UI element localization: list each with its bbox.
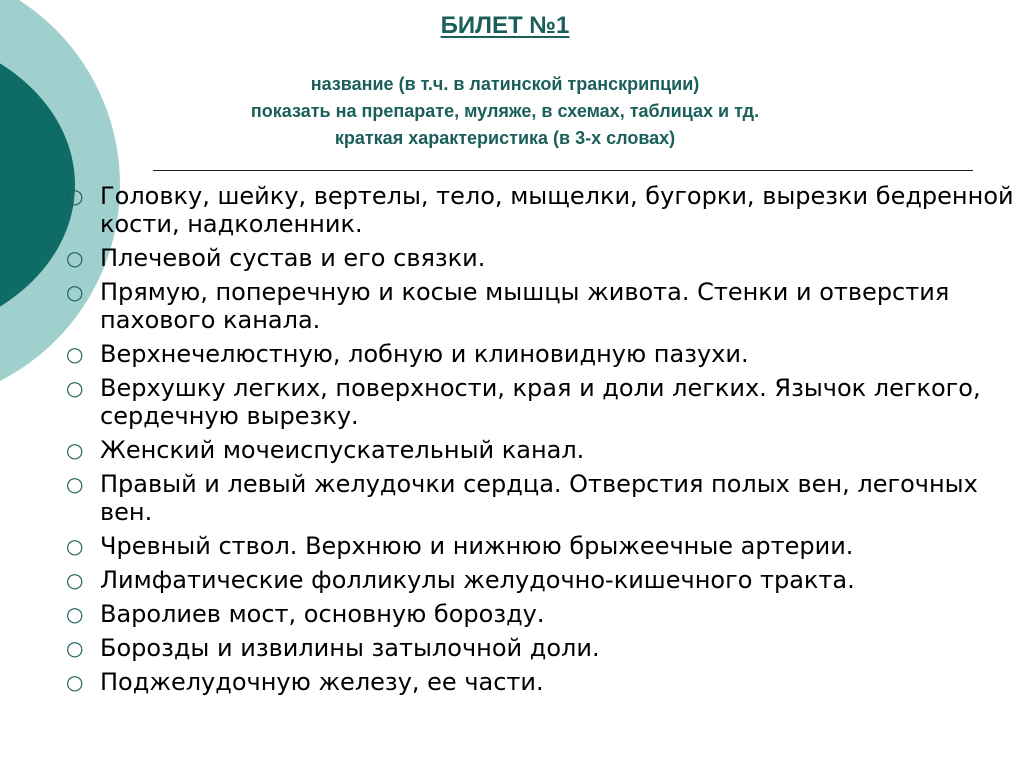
list-item: [60, 340, 1015, 368]
list-item-text: Прямую, поперечную и косые мышцы живота. Стенки и отверстия пахового канала.: [100, 278, 950, 334]
list-item-text: Верхнечелюстную, лобную и клиновидную пазухи.: [100, 340, 749, 368]
circle-bullet-icon: ○: [66, 280, 84, 304]
circle-bullet-icon: ○: [66, 472, 84, 496]
list-item-text: Верхушку легких, поверхности, края и доли легких. Язычок легкого, сердечную вырезку.: [100, 374, 981, 430]
list-item: [60, 244, 1015, 272]
list-item-text: Поджелудочную железу, ее части.: [100, 668, 544, 696]
list-item: [60, 182, 1015, 238]
list-item: [60, 374, 1015, 430]
circle-bullet-icon: ○: [66, 438, 84, 462]
circle-bullet-icon: ○: [66, 636, 84, 660]
list-item: [60, 668, 1015, 696]
circle-bullet-icon: ○: [66, 246, 84, 270]
circle-bullet-icon: ○: [66, 342, 84, 366]
slide-title: [0, 12, 1010, 40]
list-item-text: Женский мочеиспускательный канал.: [100, 436, 585, 464]
circle-bullet-icon: ○: [66, 534, 84, 558]
list-item-text: Чревный ствол. Верхнюю и нижнюю брыжеечные артерии.: [100, 532, 854, 560]
horizontal-divider: [153, 170, 973, 171]
list-item: [60, 566, 1015, 594]
circle-bullet-icon: ○: [66, 376, 84, 400]
list-item: [60, 532, 1015, 560]
circle-bullet-icon: ○: [66, 184, 84, 208]
circle-bullet-icon: ○: [66, 602, 84, 626]
list-item-text: Варолиев мост, основную борозду.: [100, 600, 545, 628]
list-item-text: Правый и левый желудочки сердца. Отверстия полых вен, легочных вен.: [100, 470, 978, 526]
list-item-text: Плечевой сустав и его связки.: [100, 244, 486, 272]
bullet-list: [60, 182, 1015, 702]
subtitle-line: название (в т.ч. в латинской транскрипции): [310, 74, 700, 94]
circle-bullet-icon: ○: [66, 568, 84, 592]
list-item: [60, 470, 1015, 526]
slide-title-text: БИЛЕТ №1: [440, 12, 570, 39]
list-item: [60, 600, 1015, 628]
subtitle-line: краткая характеристика (в 3-х словах): [334, 128, 676, 148]
slide-subtitle: [0, 71, 1010, 152]
list-item: [60, 436, 1015, 464]
list-item: [60, 278, 1015, 334]
circle-bullet-icon: ○: [66, 670, 84, 694]
list-item-text: Головку, шейку, вертелы, тело, мыщелки, бугорки, вырезки бедренной кости, надколенник.: [100, 182, 1014, 238]
list-item: [60, 634, 1015, 662]
list-item-text: Борозды и извилины затылочной доли.: [100, 634, 600, 662]
list-item-text: Лимфатические фолликулы желудочно-кишечного тракта.: [100, 566, 855, 594]
subtitle-line: показать на препарате, муляже, в схемах, таблицах и тд.: [250, 101, 760, 121]
